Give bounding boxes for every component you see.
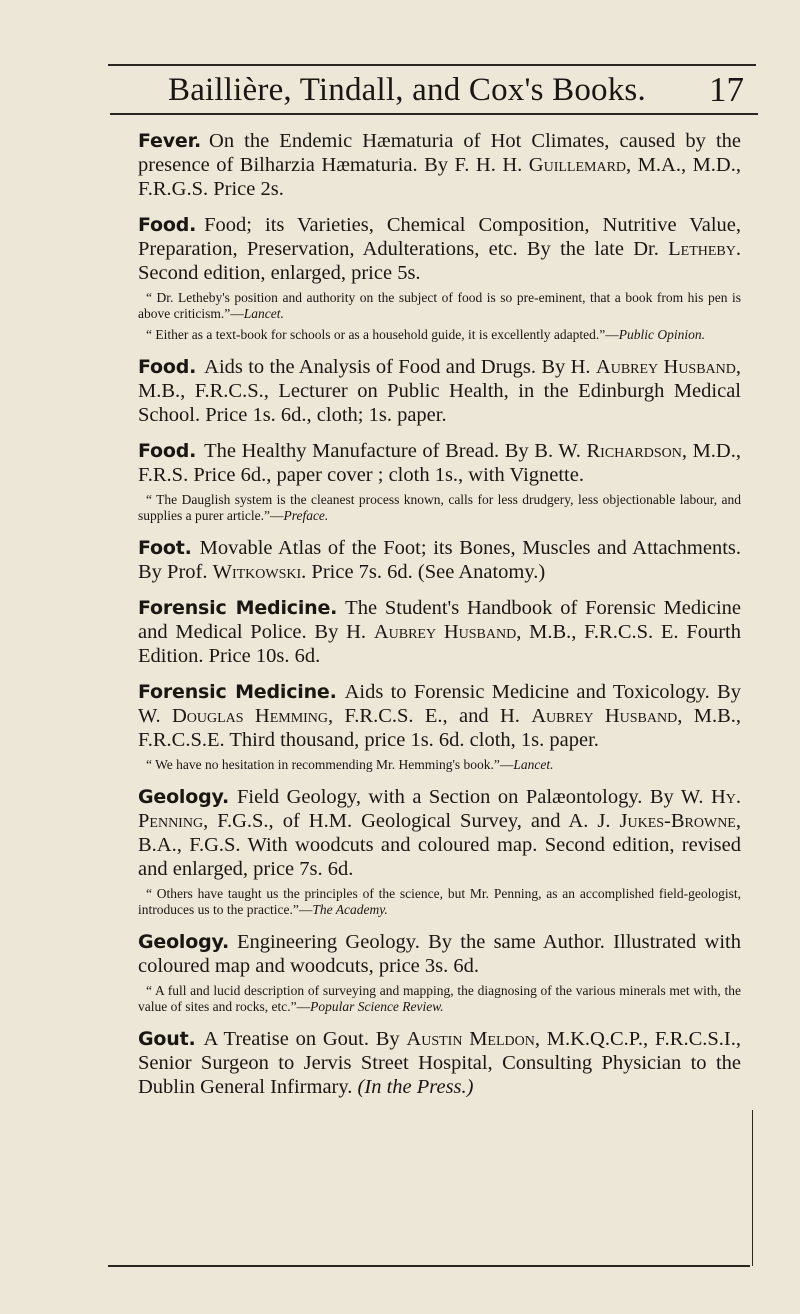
entry-text: A Treatise on Gout. By bbox=[203, 1028, 407, 1050]
quote-text: “ A full and lucid description of surveying and mapping, the diagnosing of the various minerals met with, the value of sites and rocks, etc.”— bbox=[138, 983, 741, 1014]
book-entry bbox=[138, 536, 741, 584]
entry-subject-heading: Gout. bbox=[138, 1028, 196, 1050]
entry-text: , M.B., F.R.C.S., Lecturer on Public Health, in the Edinburgh Medical School. Price 1s. 6d., cloth; 1s. paper. bbox=[138, 356, 742, 426]
entry-text: Engineering Geology. By the same Author. Illustrated with coloured map and woodcuts, price 3s. 6d. bbox=[138, 931, 741, 977]
quote-text: “ Either as a text-book for schools or as a household guide, it is excellently adapted.”— bbox=[146, 327, 619, 342]
entry-text: , F.G.S., of H.M. Geological Survey, and A. J. bbox=[203, 810, 620, 832]
entry-text: Movable Atlas of the Foot; its Bones, Muscles and Attachments. By Prof. bbox=[138, 537, 741, 583]
entry-text: . Price 7s. 6d. (See Anatomy.) bbox=[301, 561, 546, 583]
entry-subject-heading: Foot. bbox=[138, 537, 192, 559]
author-name: Richardson bbox=[586, 440, 682, 462]
author-name: Aubrey Husband bbox=[373, 621, 517, 643]
quote-text: “ Others have taught us the principles of the science, but Mr. Penning, as an accomplished field-geologist, introduces us to the practice.”— bbox=[138, 886, 741, 917]
entry-text: On the Endemic Hæmaturia of Hot Climates, caused by the presence of Bilharzia Hæmaturia. By F. H. H. bbox=[138, 130, 741, 176]
author-name: Letheby bbox=[668, 238, 736, 260]
author-name: Aubrey Husband bbox=[595, 356, 736, 378]
quote-text: “ Dr. Letheby's position and authority on the subject of food is so pre-eminent, that a book from his pen is above criticism.”— bbox=[138, 290, 741, 321]
entry-subject-heading: Food. bbox=[138, 214, 197, 236]
book-entry bbox=[138, 930, 741, 1015]
entry-description bbox=[138, 213, 741, 285]
entry-text: , M.K.Q.C.P., F.R.C.S.I., Senior Surgeon to Jervis Street Hospital, Consulting Physician to the Dublin General Infirmary. bbox=[138, 1028, 741, 1098]
entry-description bbox=[138, 785, 741, 881]
entry-description bbox=[138, 596, 741, 668]
entry-description bbox=[138, 129, 741, 201]
entry-description bbox=[138, 536, 741, 584]
author-name: Witkowski bbox=[212, 561, 302, 583]
review-quote bbox=[138, 492, 741, 524]
entry-subject-heading: Forensic Medicine. bbox=[138, 681, 337, 703]
bottom-rule bbox=[108, 1265, 750, 1267]
page-number: 17 bbox=[709, 70, 744, 109]
entry-subject-heading: Food. bbox=[138, 356, 197, 378]
header-rule bbox=[110, 113, 758, 115]
entry-text: Food; its Varieties, Chemical Composition, Nutritive Value, Preparation, Preservation, Adulterations, etc. By the late Dr. bbox=[138, 214, 741, 260]
review-quote bbox=[138, 290, 741, 322]
quote-text: “ We have no hesitation in recommending Mr. Hemming's book.”— bbox=[146, 757, 514, 772]
author-name: Douglas Hemming bbox=[171, 705, 329, 727]
publication-status: (In the Press.) bbox=[357, 1076, 474, 1098]
review-quote bbox=[138, 886, 741, 918]
book-entry bbox=[138, 785, 741, 918]
review-quote bbox=[138, 327, 741, 343]
entry-text: , M.A., M.D., F.R.G.S. Price 2s. bbox=[138, 154, 741, 200]
author-name: Aubrey Husband bbox=[531, 705, 678, 727]
entry-text: , M.D., F.R.S. Price 6d., paper cover ; cloth 1s., with Vignette. bbox=[138, 440, 741, 486]
author-name: Hy. Penning bbox=[138, 786, 741, 832]
entry-subject-heading: Forensic Medicine. bbox=[138, 597, 338, 619]
quote-source: The Academy. bbox=[312, 902, 388, 917]
entry-text: The Student's Handbook of Forensic Medicine and Medical Police. By H. bbox=[138, 597, 741, 643]
quote-source: Lancet. bbox=[513, 757, 554, 772]
entry-text: Aids to the Analysis of Food and Drugs. By H. bbox=[204, 356, 596, 378]
book-entry bbox=[138, 1027, 741, 1099]
quote-source: Lancet. bbox=[243, 306, 284, 321]
entry-text: . Second edition, enlarged, price 5s. bbox=[138, 238, 741, 284]
running-header bbox=[110, 72, 756, 112]
entry-description bbox=[138, 439, 741, 487]
quote-text: “ The Dauglish system is the cleanest process known, calls for less drudgery, less objectionable labour, and supplies a purer article.”— bbox=[138, 492, 741, 523]
book-list bbox=[138, 129, 741, 1111]
book-entry bbox=[138, 680, 741, 773]
quote-source: Public Opinion. bbox=[618, 327, 705, 342]
entry-text: Field Geology, with a Section on Palæontology. By W. bbox=[236, 786, 711, 808]
entry-text: , M.B., F.R.C.S.E. Third thousand, price 1s. 6d. cloth, 1s. paper. bbox=[138, 705, 741, 751]
author-name: Guillemard bbox=[528, 154, 627, 176]
quote-source: Preface. bbox=[283, 508, 329, 523]
review-quote bbox=[138, 757, 741, 773]
entry-subject-heading: Geology. bbox=[138, 931, 229, 953]
entry-subject-heading: Fever. bbox=[138, 130, 202, 152]
entry-description bbox=[138, 930, 741, 978]
entry-subject-heading: Geology. bbox=[138, 786, 229, 808]
book-entry bbox=[138, 439, 741, 524]
entry-text: , F.R.C.S. E., and H. bbox=[328, 705, 532, 727]
entry-text: , M.B., F.R.C.S. E. Fourth Edition. Price 10s. 6d. bbox=[138, 621, 741, 667]
top-rule bbox=[108, 64, 756, 66]
running-title: Baillière, Tindall, and Cox's Books. bbox=[168, 72, 646, 108]
book-entry bbox=[138, 129, 741, 201]
entry-description bbox=[138, 680, 741, 752]
book-entry bbox=[138, 596, 741, 668]
author-name: Austin Meldon bbox=[406, 1028, 535, 1050]
quote-source: Popular Science Review. bbox=[310, 999, 444, 1014]
right-edge-rule bbox=[752, 1110, 753, 1266]
entry-text: Aids to Forensic Medicine and Toxicology. By W. bbox=[138, 681, 741, 727]
entry-subject-heading: Food. bbox=[138, 440, 197, 462]
entry-text: The Healthy Manufacture of Bread. By B. W. bbox=[204, 440, 587, 462]
entry-description bbox=[138, 355, 741, 427]
book-entry bbox=[138, 213, 741, 343]
review-quote bbox=[138, 983, 741, 1015]
entry-description bbox=[138, 1027, 741, 1099]
entry-text: , B.A., F.G.S. With woodcuts and coloured map. Second edition, revised and enlarged, price 7s. 6d. bbox=[138, 810, 741, 880]
book-entry bbox=[138, 355, 741, 427]
author-name: Jukes-Browne bbox=[619, 810, 736, 832]
